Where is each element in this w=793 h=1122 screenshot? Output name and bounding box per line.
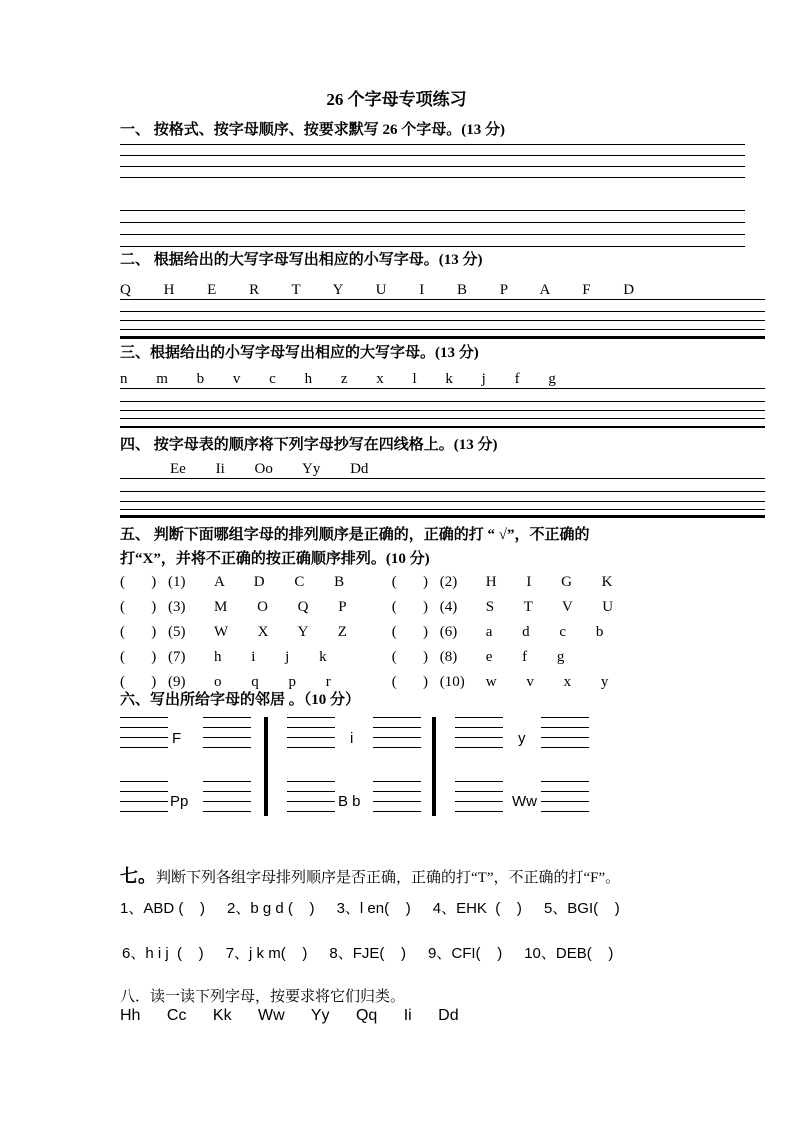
item-letters: A D C B [214, 574, 345, 590]
judge-item [392, 674, 609, 691]
answer-blank: ( ) [391, 674, 428, 690]
writing-line [120, 717, 168, 718]
tf-item: 4、EHK ( ) [432, 900, 522, 917]
writing-line [203, 781, 251, 782]
neighbor-letter: Ww [512, 793, 537, 810]
mini-four-line-grid [120, 781, 168, 812]
writing-line [120, 210, 745, 211]
tf-item: 3、l en( ) [336, 900, 411, 917]
writing-line [541, 717, 589, 718]
writing-line-bottom [120, 336, 765, 339]
item-letters: H I G K [485, 574, 613, 590]
section3-given-letters: n m b v c h z x l k j f g [120, 370, 765, 389]
judge-row [120, 649, 720, 674]
neighbor-letter: y [518, 730, 526, 747]
section5-items [120, 574, 720, 699]
judge-item [120, 624, 388, 641]
answer-blank: ( ) [391, 599, 428, 615]
item-letters: o q p r [214, 674, 331, 690]
column-divider [432, 717, 436, 816]
writing-line [373, 747, 421, 748]
tf-item: 9、CFI( ) [428, 945, 503, 962]
section4-heading: 四、 按字母表的顺序将下列字母抄写在四线格上。(13 分) [120, 437, 498, 453]
writing-line [455, 747, 503, 748]
writing-line [120, 320, 765, 321]
tf-item: 1、ABD ( ) [120, 900, 206, 917]
writing-line [541, 727, 589, 728]
item-number: (9) [168, 674, 186, 690]
writing-line [541, 791, 589, 792]
section8-heading: 八．读一读下列字母，按要求将它们归类。 [120, 989, 406, 1005]
section5-heading-line2: 打“X”，并将不正确的按正确顺序排列。(10 分) [120, 551, 430, 567]
writing-line [120, 418, 765, 419]
writing-line [373, 801, 421, 802]
writing-line [287, 801, 335, 802]
mini-four-line-grid [455, 717, 503, 748]
item-number: (4) [439, 599, 458, 615]
page-title: 26 个字母专项练习 [326, 90, 467, 109]
writing-line [120, 747, 168, 748]
answer-blank: ( ) [391, 574, 428, 590]
mini-four-line-grid [287, 717, 335, 748]
four-line-grid [120, 144, 745, 178]
writing-line [120, 509, 765, 510]
item-number: (1) [168, 574, 186, 590]
writing-line [120, 234, 745, 235]
answer-blank: ( ) [120, 624, 157, 640]
item-letters: M O Q P [214, 599, 347, 615]
mini-four-line-grid [287, 781, 335, 812]
neighbor-letter: Pp [170, 793, 189, 810]
item-number: (8) [439, 649, 458, 665]
writing-line [120, 144, 745, 145]
item-number: (2) [439, 574, 458, 590]
writing-line [541, 811, 589, 812]
item-number: (10) [439, 674, 465, 690]
writing-line [203, 811, 251, 812]
mini-four-line-grid [120, 717, 168, 748]
writing-line [287, 727, 335, 728]
writing-line [287, 717, 335, 718]
writing-line [373, 727, 421, 728]
writing-line [455, 811, 503, 812]
writing-line [287, 737, 335, 738]
four-line-grid [120, 210, 745, 247]
tf-item: 7、j k m( ) [225, 945, 308, 962]
writing-line [541, 781, 589, 782]
writing-line [203, 791, 251, 792]
mini-four-line-grid [203, 781, 251, 812]
writing-line-bottom [120, 426, 765, 428]
writing-line [455, 737, 503, 738]
writing-line [287, 747, 335, 748]
answer-blank: ( ) [391, 649, 428, 665]
mini-four-line-grid [373, 717, 421, 748]
tf-item: 8、FJE( ) [329, 945, 407, 962]
neighbor-grids [120, 717, 590, 817]
section7-row1 [120, 897, 642, 918]
writing-line [120, 155, 745, 156]
neighbor-letter: i [350, 730, 354, 747]
writing-line [287, 811, 335, 812]
writing-line [120, 410, 765, 411]
judge-item [120, 674, 388, 691]
writing-line [203, 747, 251, 748]
judge-item [392, 649, 565, 666]
mini-four-line-grid [541, 781, 589, 812]
writing-line [373, 811, 421, 812]
writing-line [455, 727, 503, 728]
writing-line [541, 801, 589, 802]
answer-blank: ( ) [120, 674, 157, 690]
column-divider [264, 717, 268, 816]
tf-item: 6、h i j ( ) [122, 945, 204, 962]
section6-heading: 六、写出所给字母的邻居 。（10 分） [120, 692, 361, 708]
judge-item [120, 599, 388, 616]
writing-line [203, 737, 251, 738]
item-letters: S T V U [485, 599, 614, 615]
judge-item [120, 649, 388, 666]
writing-line [120, 501, 765, 502]
answer-blank: ( ) [120, 574, 157, 590]
writing-line [120, 791, 168, 792]
item-letters: W X Y Z [214, 624, 347, 640]
section2-heading: 二、 根据给出的大写字母写出相应的小写字母。(13 分) [120, 252, 483, 268]
judge-row [120, 574, 720, 599]
writing-line [373, 737, 421, 738]
answer-blank: ( ) [120, 599, 157, 615]
item-number: (5) [168, 624, 186, 640]
mini-four-line-grid [541, 717, 589, 748]
tf-item: 5、BGI( ) [543, 900, 620, 917]
writing-line [541, 747, 589, 748]
writing-line [203, 801, 251, 802]
writing-line [373, 717, 421, 718]
mini-four-line-grid [455, 781, 503, 812]
mini-four-line-grid [373, 781, 421, 812]
writing-line [455, 791, 503, 792]
writing-line-bottom [120, 515, 765, 518]
writing-line [203, 727, 251, 728]
section2-given-letters: Q H E R T Y U I B P A F D [120, 281, 765, 300]
writing-line [373, 791, 421, 792]
item-number: (3) [168, 599, 186, 615]
judge-row [120, 624, 720, 649]
writing-line [120, 401, 765, 402]
writing-line [373, 781, 421, 782]
section7-number: 七。 [120, 866, 156, 886]
item-letters: e f g [485, 649, 565, 665]
judge-item [392, 574, 613, 591]
section1-heading: 一、 按格式、按字母顺序、按要求默写 26 个字母。(13 分) [120, 122, 505, 138]
item-number: (7) [168, 649, 186, 665]
writing-line [120, 781, 168, 782]
item-letters: a d c b [485, 624, 604, 640]
neighbor-letter: B b [338, 793, 361, 810]
writing-line [120, 311, 765, 312]
section5-heading-line1: 五、 判断下面哪组字母的排列顺序是正确的，正确的打 “ √”，不正确的 [120, 527, 590, 543]
writing-line [287, 791, 335, 792]
writing-line [120, 177, 745, 178]
writing-line [455, 781, 503, 782]
judge-item [392, 624, 604, 641]
section8-letters: Hh Cc Kk Ww Yy Qq Ii Dd [120, 1007, 459, 1024]
item-letters: w v x y [485, 674, 609, 690]
writing-line [120, 491, 765, 492]
judge-item [120, 574, 388, 591]
section4-given-letters: Ee Ii Oo Yy Dd [120, 460, 765, 479]
answer-blank: ( ) [120, 649, 157, 665]
section7-row2 [122, 942, 635, 963]
writing-line [455, 801, 503, 802]
writing-line [455, 717, 503, 718]
item-letters: h i j k [214, 649, 327, 665]
writing-line [120, 222, 745, 223]
neighbor-letter: F [172, 730, 182, 747]
answer-blank: ( ) [391, 624, 428, 640]
writing-line [287, 781, 335, 782]
judge-item [392, 599, 613, 616]
mini-four-line-grid [203, 717, 251, 748]
judge-row [120, 599, 720, 624]
item-number: (6) [439, 624, 458, 640]
writing-line [541, 737, 589, 738]
tf-item: 10、DEB( ) [524, 945, 614, 962]
tf-item: 2、b g d ( ) [227, 900, 315, 917]
writing-line [120, 801, 168, 802]
writing-line [120, 811, 168, 812]
section3-heading: 三、根据给出的小写字母写出相应的大写字母。(13 分) [120, 345, 479, 361]
section7-instruction: 判断下列各组字母排列顺序是否正确，正确的打“T”，不正确的打“F”。 [156, 870, 621, 886]
writing-line [120, 727, 168, 728]
writing-line [120, 166, 745, 167]
writing-line [203, 717, 251, 718]
section7-heading [120, 862, 620, 888]
writing-line [120, 329, 765, 330]
writing-line [120, 737, 168, 738]
writing-line [120, 246, 745, 247]
